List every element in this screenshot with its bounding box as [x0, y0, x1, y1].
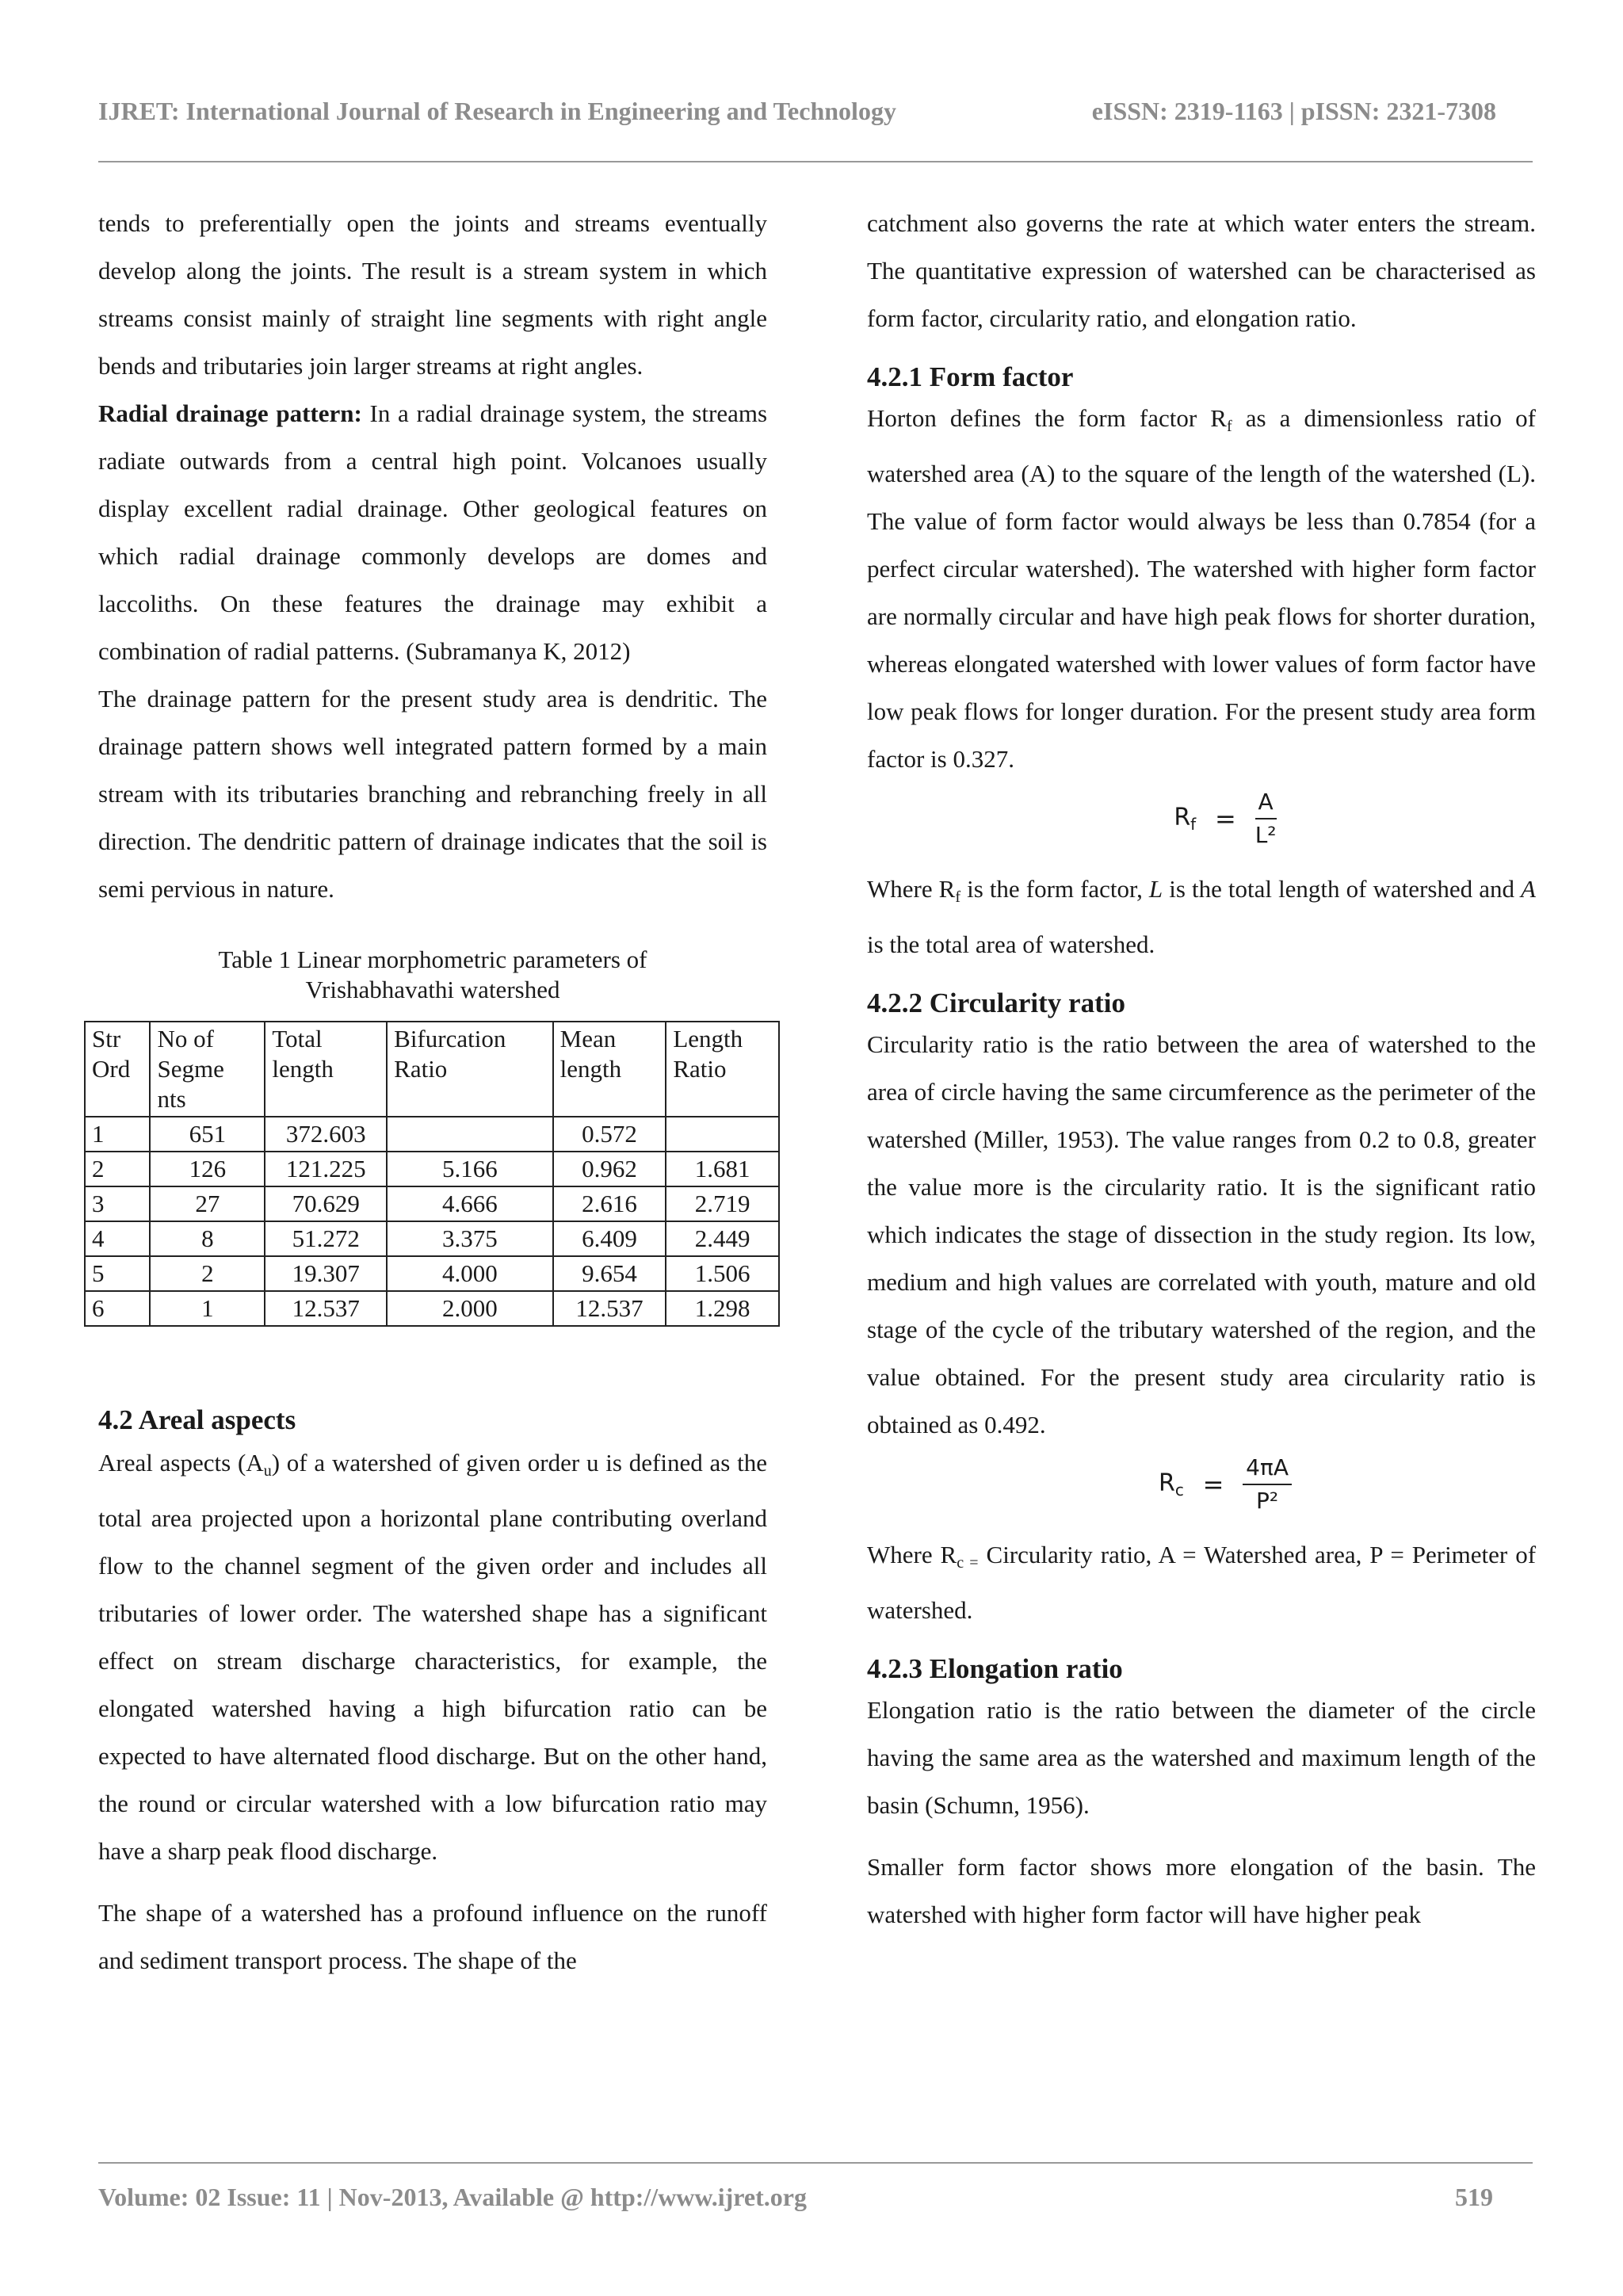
paragraph-smaller-form-factor: Smaller form factor shows more elongation of the basin. The watershed with higher form factor will have higher peak	[867, 1853, 1536, 1928]
paragraph-areal-aspects	[98, 1439, 767, 1875]
table-header-row	[85, 1022, 779, 1117]
table-cell: 1.681	[666, 1152, 779, 1186]
paragraph-trellis-end: tends to preferentially open the joints and streams eventually develop along the joints. The result is a stream system in which streams consist mainly of straight line segments with right angle bends and tributaries join larger streams at right angles.	[98, 209, 767, 380]
table-cell: 6.409	[553, 1221, 666, 1256]
text-run: as a dimensionless ratio of watershed area (A) to the square of the length of the watershed (L). The value of form factor would always be less than 0.7854 (for a perfect circular watershed). The watershed with higher form factor are normally circular and have high peak flows for shorter duration, whereas elongated watershed with lower values of form factor have low peak flows for longer duration. For the present study area form factor is 0.327.	[867, 404, 1536, 773]
col-header: No of Segme nts	[150, 1022, 265, 1117]
paragraph-where-circularity	[867, 1531, 1536, 1634]
paragraph-catchment: catchment also governs the rate at which water enters the stream. The quantitative expression of watershed can be characterised as form factor, circularity ratio, and elongation ratio.	[867, 209, 1536, 332]
table-caption-line2: Vrishabhavathi watershed	[305, 976, 560, 1003]
equation-lhs	[1174, 804, 1196, 834]
header-rule	[98, 161, 1533, 162]
text-run: is the total length of watershed and	[1163, 875, 1522, 903]
col-header: Mean length	[553, 1022, 666, 1117]
right-column	[867, 200, 1536, 1939]
table-cell: 27	[150, 1186, 265, 1221]
numerator: A	[1255, 786, 1277, 819]
section-heading-4-2: 4.2 Areal aspects	[98, 1404, 296, 1435]
table-cell: 2.616	[553, 1186, 666, 1221]
subscript: f	[1226, 418, 1232, 435]
table-cell: 12.537	[553, 1291, 666, 1326]
text-run: Areal aspects (A	[98, 1449, 264, 1477]
subscript: c	[1174, 1480, 1184, 1499]
table-cell: 5	[85, 1256, 150, 1291]
table-cell: 2	[85, 1152, 150, 1186]
variable: A	[1521, 875, 1536, 903]
denominator: L²	[1254, 822, 1277, 848]
table-cell: 6	[85, 1291, 150, 1326]
journal-name: IJRET: International Journal of Research in Engineering and Technology	[98, 97, 896, 125]
subscript: f	[955, 888, 961, 906]
section-heading-4-2-3: 4.2.3 Elongation ratio	[867, 1653, 1123, 1684]
fraction	[1255, 786, 1277, 851]
equation-lhs	[1159, 1469, 1184, 1499]
section-heading-4-2-2: 4.2.2 Circularity ratio	[867, 988, 1125, 1018]
text-run: Horton defines the form factor R	[867, 404, 1227, 432]
table-cell: 1	[85, 1117, 150, 1152]
text-run: is the form factor,	[960, 875, 1149, 903]
volume-info: Volume: 02 Issue: 11 | Nov-2013, Available @ http://www.ijret.org	[98, 2183, 807, 2211]
paragraph-form-factor	[867, 395, 1536, 783]
text-run: Where R	[867, 875, 956, 903]
col-header: Total length	[265, 1022, 387, 1117]
left-column	[92, 200, 768, 1985]
table-cell: 2.719	[666, 1186, 779, 1221]
variable: L	[1148, 875, 1163, 903]
subscript: f	[1190, 815, 1197, 834]
footer-rule	[98, 2162, 1533, 2164]
table-cell: 2.449	[666, 1221, 779, 1256]
issn: eISSN: 2319-1163 | pISSN: 2321-7308	[1091, 97, 1496, 125]
table-row	[85, 1291, 779, 1326]
table-cell	[387, 1117, 553, 1152]
numerator: 4πA	[1243, 1452, 1292, 1485]
equation-form-factor	[915, 786, 1536, 865]
linear-parameters-table	[84, 1021, 780, 1327]
table-cell: 121.225	[265, 1152, 387, 1186]
table-cell: 9.654	[553, 1256, 666, 1291]
table-cell: 1.506	[666, 1256, 779, 1291]
table-cell: 3.375	[387, 1221, 553, 1256]
text-run: Where R	[867, 1541, 957, 1568]
table-cell	[666, 1117, 779, 1152]
text-run: ) of a watershed of given order u is defined as the total area projected upon a horizontal plane contributing overland flow to the channel segment of the given order and includes all tributaries of lower order. The watershed shape has a significant effect on stream discharge characteristics, for example, the elongated watershed having a high bifurcation ratio can be expected to have alternated flood discharge. But on the other hand, the round or circular watershed with a low bifurcation ratio may have a sharp peak flood discharge.	[98, 1449, 768, 1865]
paragraph-dendritic: The drainage pattern for the present study area is dendritic. The drainage pattern shows well integrated pattern formed by a main stream with its tributaries branching and rebranching freely in all direction. The dendritic pattern of drainage indicates that the soil is semi pervious in nature.	[98, 685, 767, 903]
text-run: is the total area of watershed.	[867, 930, 1155, 958]
table-cell: 3	[85, 1186, 150, 1221]
table-cell: 4	[85, 1221, 150, 1256]
symbol: R	[1159, 1469, 1175, 1497]
table-cell: 4.000	[387, 1256, 553, 1291]
running-header	[98, 97, 1525, 136]
text-run: Circularity ratio, A = Watershed area, P = Perimeter of watershed.	[867, 1541, 1537, 1624]
table-cell: 1.298	[666, 1291, 779, 1326]
table-cell: 4.666	[387, 1186, 553, 1221]
radial-label: Radial drainage pattern:	[98, 399, 362, 427]
equals-sign: =	[1202, 1469, 1224, 1499]
subscript: c =	[957, 1554, 979, 1572]
paragraph-shape: The shape of a watershed has a profound influence on the runoff and sediment transport process. The shape of the	[98, 1899, 767, 1974]
subscript: u	[263, 1462, 272, 1480]
radial-text: In a radial drainage system, the streams radiate outwards from a central high point. Volcanoes usually display excellent radial drainage. Other geological features on which radial drainage commonly develops are domes and laccoliths. On these features the drainage may exhibit a combination of radial patterns. (Subramanya K, 2012)	[98, 399, 768, 665]
page-number: 519	[1455, 2183, 1493, 2211]
paragraph-where-form-factor	[867, 865, 1536, 968]
table-cell: 0.962	[553, 1152, 666, 1186]
paragraph-elongation: Elongation ratio is the ratio between the diameter of the circle having the same area as the watershed and maximum length of the basin (Schumn, 1956).	[867, 1696, 1536, 1819]
table-cell: 70.629	[265, 1186, 387, 1221]
table-cell: 2.000	[387, 1291, 553, 1326]
paragraph-circularity: Circularity ratio is the ratio between the area of watershed to the area of circle having the same circumference as the perimeter of the watershed (Miller, 1953). The value ranges from 0.2 to 0.8, greater the value more is the circularity ratio. It is the significant ratio which indicates the stage of dissection in the study region. Its low, medium and high values are correlated with youth, mature and old stage of the cycle of the tributary watershed of the region, and the value obtained. For the present study area circularity ratio is obtained as 0.492.	[867, 1030, 1536, 1438]
table-row	[85, 1221, 779, 1256]
table-row	[85, 1117, 779, 1152]
table-row	[85, 1186, 779, 1221]
denominator: P²	[1256, 1488, 1279, 1514]
table-cell: 0.572	[553, 1117, 666, 1152]
table-cell: 126	[150, 1152, 265, 1186]
table-cell: 5.166	[387, 1152, 553, 1186]
paragraph-radial	[98, 390, 767, 675]
table-cell: 8	[150, 1221, 265, 1256]
table-cell: 372.603	[265, 1117, 387, 1152]
table-cell: 51.272	[265, 1221, 387, 1256]
table-cell: 12.537	[265, 1291, 387, 1326]
table-row	[85, 1256, 779, 1291]
table-cell: 1	[150, 1291, 265, 1326]
symbol: R	[1174, 804, 1191, 831]
col-header: Str Ord	[85, 1022, 150, 1117]
table-cell: 651	[150, 1117, 265, 1152]
section-heading-4-2-1: 4.2.1 Form factor	[867, 361, 1074, 392]
equation-circularity	[915, 1452, 1536, 1531]
fraction	[1243, 1452, 1292, 1517]
col-header: Bifurcation Ratio	[387, 1022, 553, 1117]
table-cell: 19.307	[265, 1256, 387, 1291]
table-cell: 2	[150, 1256, 265, 1291]
table-caption-line1: Table 1 Linear morphometric parameters of	[218, 946, 647, 973]
equals-sign: =	[1214, 804, 1236, 834]
col-header: Length Ratio	[666, 1022, 779, 1117]
table-row	[85, 1152, 779, 1186]
